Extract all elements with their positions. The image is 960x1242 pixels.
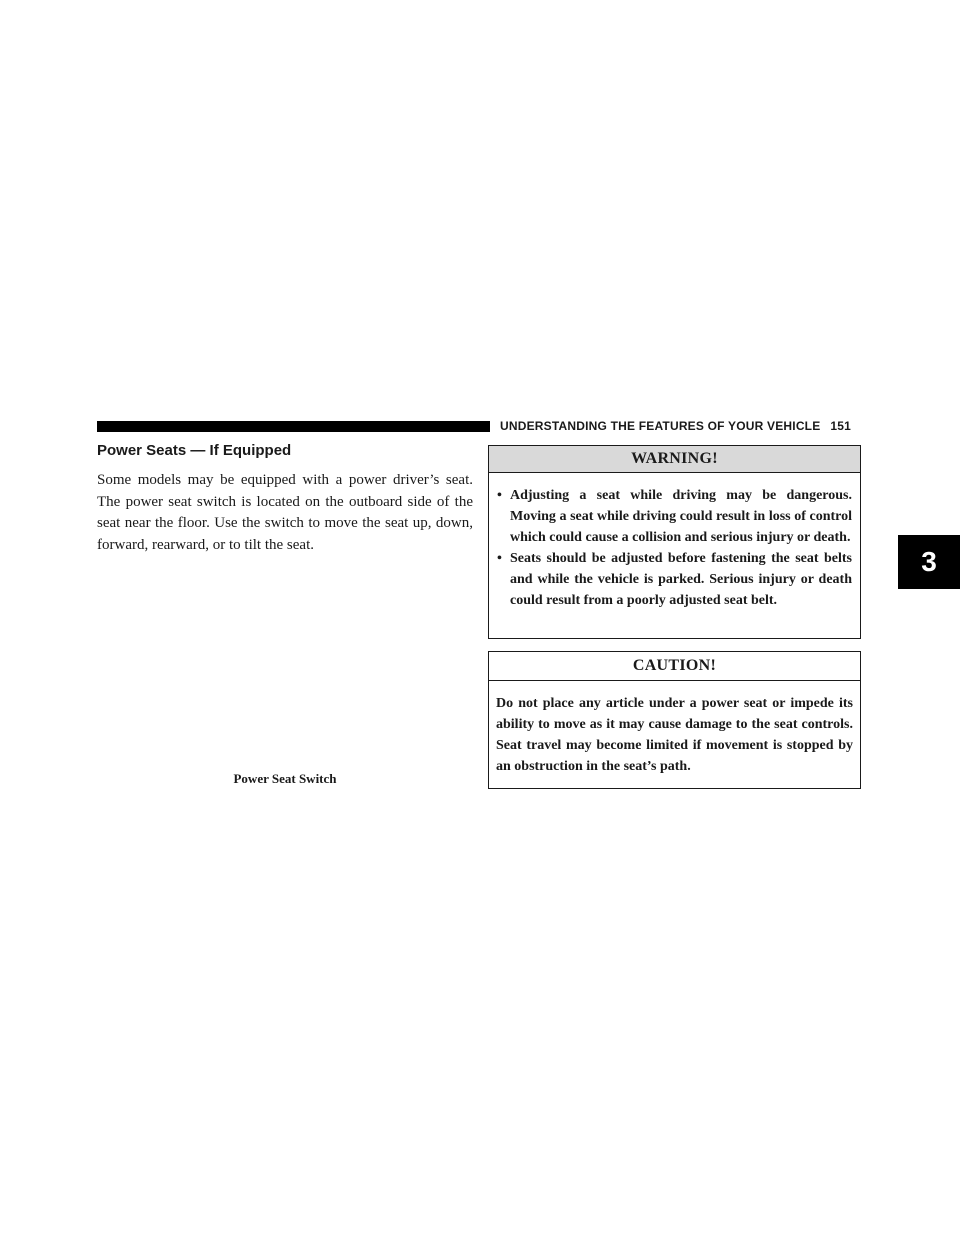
caution-text: Do not place any article under a power seat or impede its ability to move as it may cause damage to the seat controls. Seat travel may become limited if movement is stopped by an obstruction in the seat’s path. — [496, 696, 853, 774]
figure-caption: Power Seat Switch — [233, 771, 337, 786]
warning-item — [497, 548, 852, 611]
page-number: 151 — [830, 419, 852, 433]
bullet-icon: • — [497, 551, 502, 566]
caution-title: CAUTION! — [489, 652, 860, 681]
section-heading: Power Seats — If Equipped — [97, 442, 292, 459]
body-paragraph: Some models may be equipped with a power driver’s seat. The power seat switch is located on the outboard side of the seat near the floor. Use the switch to move the seat up, down, forward, rearward, or to tilt the seat. — [97, 472, 473, 553]
running-header-title: UNDERSTANDING THE FEATURES OF YOUR VEHICLE — [500, 419, 821, 433]
warning-item-text: Adjusting a seat while driving may be dangerous. Moving a seat while driving could result in loss of control which could cause a collision and serious injury or death. — [510, 488, 852, 545]
warning-item-text: Seats should be adjusted before fastening the seat belts and while the vehicle is parked. Serious injury or death could result from a poorly adjusted seat belt. — [510, 551, 852, 608]
chapter-tab-label: 3 — [921, 546, 937, 577]
power-seat-switch-figure — [97, 566, 473, 762]
warning-title: WARNING! — [489, 446, 860, 473]
chapter-tab — [898, 535, 960, 589]
warning-list — [489, 473, 860, 611]
bullet-icon: • — [497, 488, 502, 503]
running-header — [500, 419, 866, 433]
caution-box — [488, 651, 861, 789]
header-rule-bar — [97, 421, 490, 432]
warning-item — [497, 485, 852, 548]
warning-box — [488, 445, 861, 639]
